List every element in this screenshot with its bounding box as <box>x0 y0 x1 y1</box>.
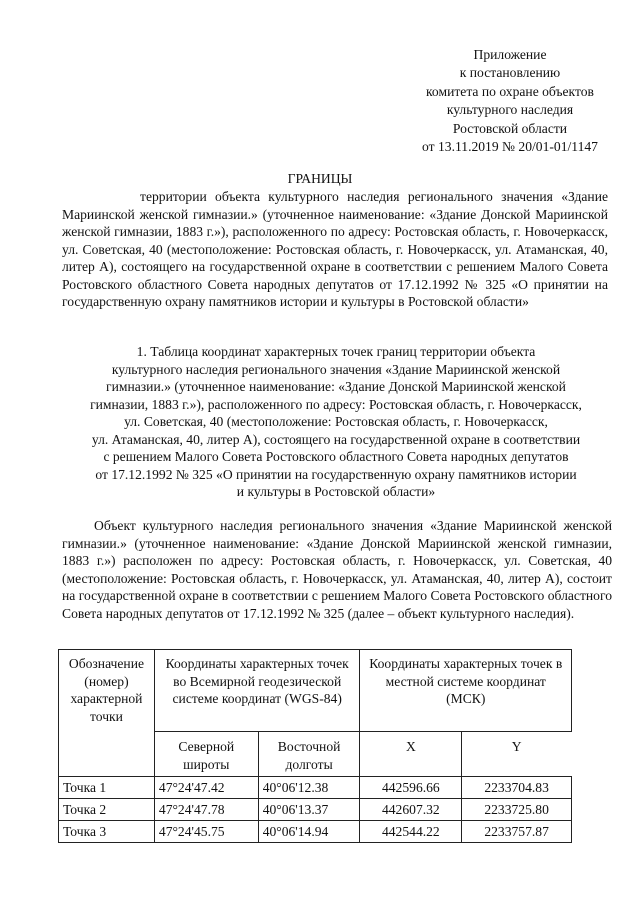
object-description <box>62 517 612 622</box>
coordinates-table <box>58 649 572 843</box>
intro-paragraph: территории объекта культурного наследия регионального значения «Здание Мариинской женской гимназии.» (уточненное наименование: «Здание Донской Мариинской женской гимназии, 1883 г.»), расположенного по адресу: Ростовская область, г. Новочеркасск, ул. Советская, 40 (местоположение: Ростовская область, г. Новочеркасск, ул. Атаманская, 40, литер А), состоящего на государственной охране в соответствии с решением Малого Совета Ростовского областного Совета народных депутатов от 17.12.1992 № 325 «О принятии на государственную охрану памятников истории и культуры в Ростовской области» <box>62 189 608 309</box>
section-line: с решением Малого Совета Ростовского областного Совета народных депутатов <box>103 449 569 464</box>
cell-point: Точка 2 <box>59 799 155 821</box>
cell-lon: 40°06'12.38 <box>258 777 360 799</box>
cell-y: 2233757.87 <box>462 821 572 843</box>
subheader-y: Y <box>462 732 572 777</box>
table-header-row <box>59 650 572 732</box>
section-line: и культуры в Ростовской области» <box>236 484 436 499</box>
cell-lat: 47°24'47.42 <box>154 777 258 799</box>
section-line: гимназии, 1883 г.»), расположенного по адресу: Ростовская область, г. Новочеркасск, <box>90 396 582 412</box>
cell-x: 442544.22 <box>360 821 462 843</box>
cell-lat: 47°24'45.75 <box>154 821 258 843</box>
appendix-line: культурного наследия <box>446 102 574 118</box>
section-line: от 17.12.1992 № 325 «О принятии на государственную охрану памятников истории <box>95 466 577 482</box>
subheader-north: Северной широты <box>154 732 258 777</box>
appendix-block <box>390 46 630 156</box>
section-line: культурного наследия регионального значения «Здание Мариинской женской <box>111 361 561 377</box>
subheader-x: X <box>360 732 462 777</box>
appendix-line: к постановлению <box>459 65 561 81</box>
header-wgs: Координаты характерных точек во Всемирной геодезической системе координат (WGS-84) <box>154 650 360 732</box>
section-heading <box>58 343 614 501</box>
cell-lon: 40°06'13.37 <box>258 799 360 821</box>
subheader-east: Восточной долготы <box>258 732 360 777</box>
cell-lon: 40°06'14.94 <box>258 821 360 843</box>
cell-lat: 47°24'47.78 <box>154 799 258 821</box>
appendix-line: от 13.11.2019 № 20/01-01/1147 <box>422 139 598 155</box>
table-row <box>59 777 572 799</box>
cell-y: 2233725.80 <box>462 799 572 821</box>
header-point: Обозначение (номер) характерной точки <box>59 650 155 777</box>
section-line: ул. Советская, 40 (местоположение: Ростовская область, г. Новочеркасск, <box>124 414 548 429</box>
cell-point: Точка 3 <box>59 821 155 843</box>
cell-x: 442607.32 <box>360 799 462 821</box>
intro-text <box>62 188 608 311</box>
header-msk: Координаты характерных точек в местной системе координат (МСК) <box>360 650 572 732</box>
cell-y: 2233704.83 <box>462 777 572 799</box>
document-title: ГРАНИЦЫ <box>287 171 353 186</box>
cell-point: Точка 1 <box>59 777 155 799</box>
appendix-line: Ростовской области <box>452 120 568 136</box>
cell-x: 442596.66 <box>360 777 462 799</box>
table-row <box>59 799 572 821</box>
section-line: ул. Атаманская, 40, литер А), состоящего на государственной охране в соответствии <box>91 431 581 447</box>
section-line: гимназии.» (уточненное наименование: «Здание Донской Мариинской женской <box>106 379 566 394</box>
section-line: 1. Таблица координат характерных точек границ территории объекта <box>136 344 536 359</box>
object-paragraph: Объект культурного наследия регионального значения «Здание Мариинской женской гимназии.» (уточненное наименование: «Здание Донской Мариинской женской гимназии, 1883 г.») расположен по адресу: Ростовская область, г. Новочеркасск, ул. Советская, 40 (местоположение: Ростовская область, г. Новочеркасск, ул. Атаманская, 40, литер А), состоит на государственной охране в соответствии с решением Малого Совета Ростовского областного Совета народных депутатов от 17.12.1992 № 325 (далее – объект культурного наследия). <box>62 518 612 621</box>
appendix-line: комитета по охране объектов <box>426 83 594 99</box>
table-row <box>59 821 572 843</box>
appendix-line: Приложение <box>473 47 547 62</box>
